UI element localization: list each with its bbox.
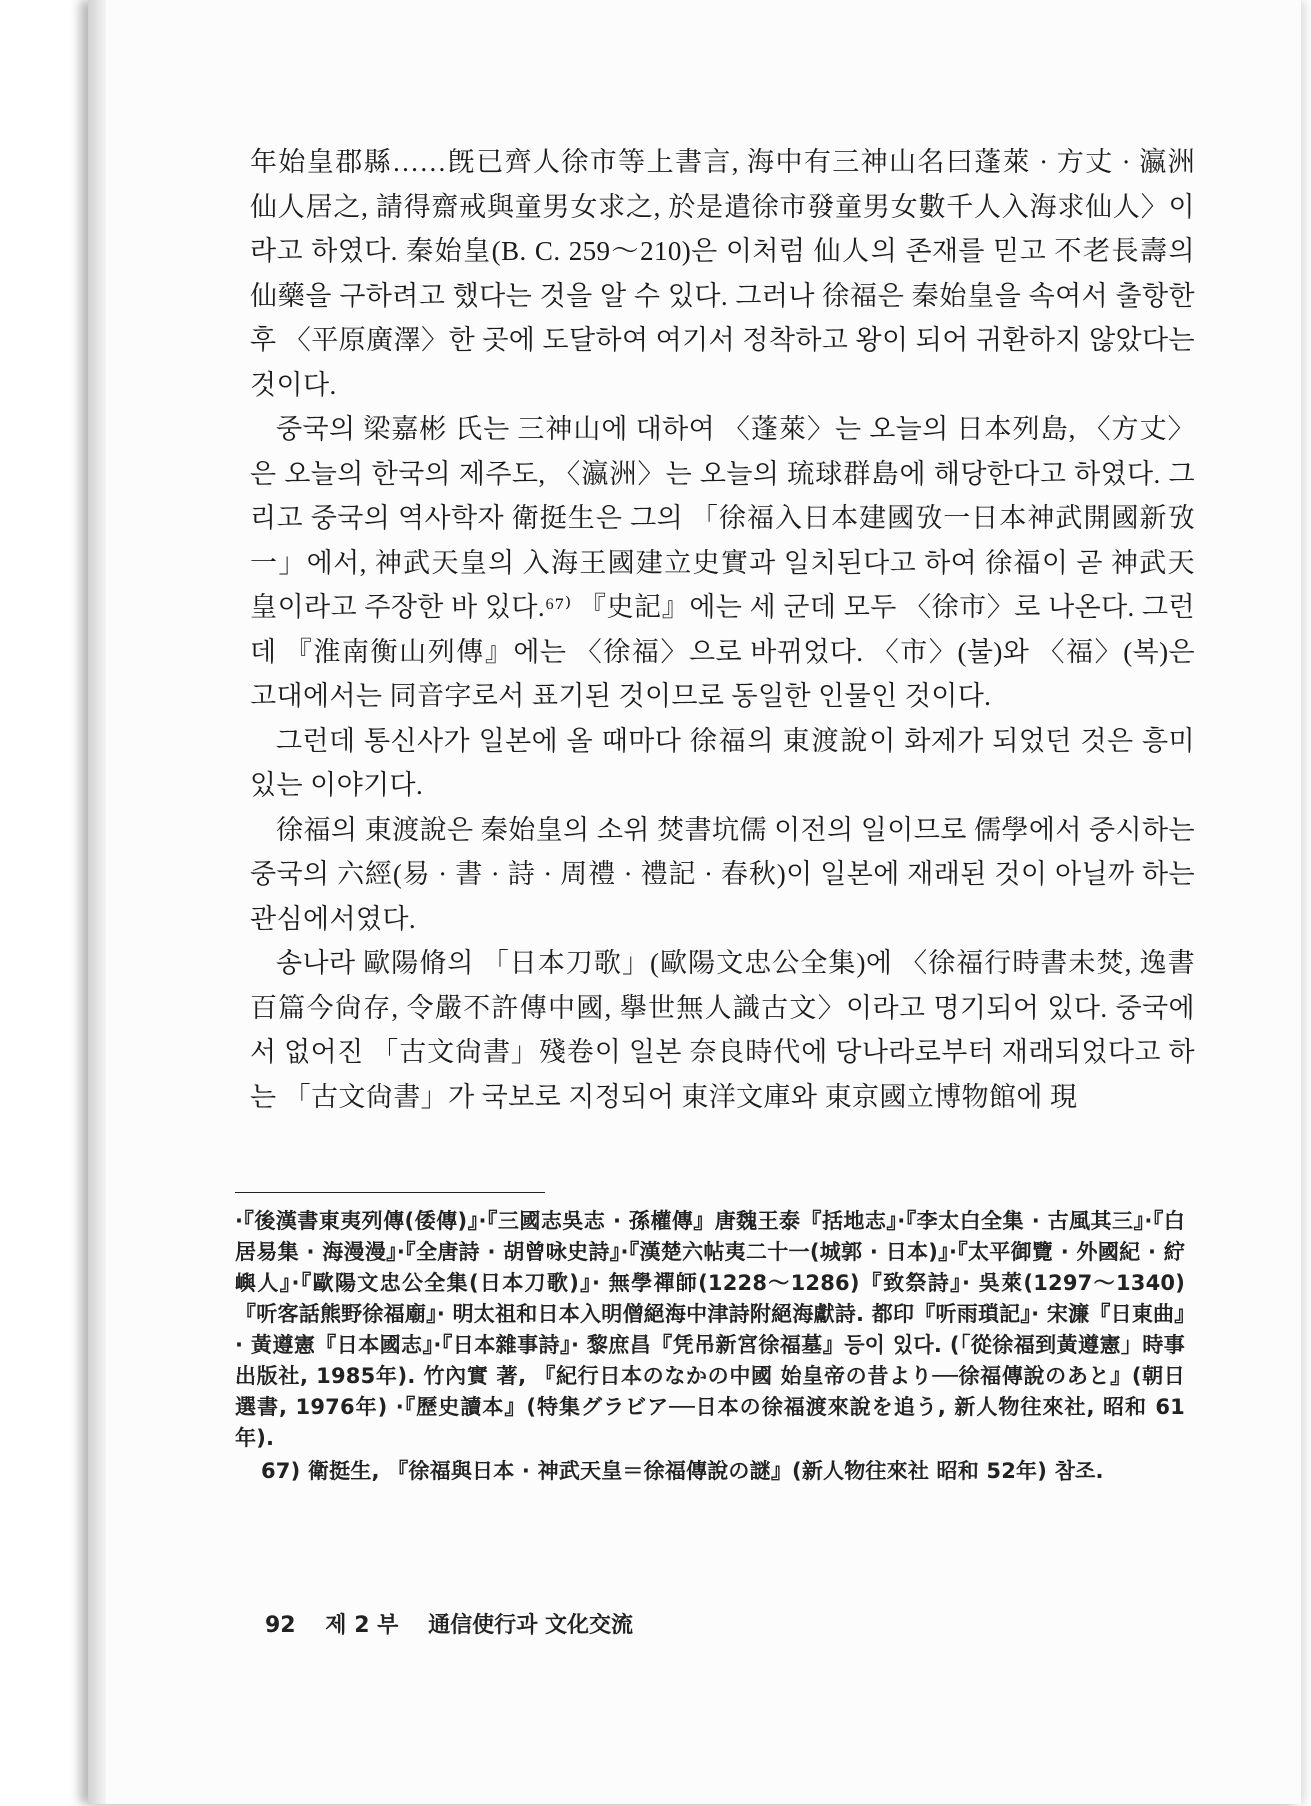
footnote-separator: [235, 1192, 545, 1193]
paragraph-2: 중국의 梁嘉彬 氏는 三神山에 대하여 〈蓬萊〉는 오늘의 日本列島, 〈方丈〉은 오늘의 한국의 제주도, 〈瀛洲〉는 오늘의 琉球群島에 해당한다고 하였다. 그리고 중국의 역사학자 衛挺生은 그의 「徐福入日本建國攷一日本神武開國新攷一」에서, 神武天皇의 入海王國建立史實과 일치된다고 하여 徐福이 곧 神武天皇이라고 주장한 바 있다.⁶⁷⁾ 『史記』에는 세 군데 모두 〈徐市〉로 나온다. 그런데 『淮南衡山列傳』에는 〈徐福〉으로 바뀌었다. 〈市〉(불)와 〈福〉(복)은 고대에서는 同音字로서 표기된 것이므로 동일한 인물인 것이다.: [250, 414, 1195, 711]
part-label: 제 2 부: [325, 1613, 399, 1638]
footnote-67: 67) 衛挺生, 『徐福與日本 · 神武天皇＝徐福傳說の謎』(新人物往來社 昭和 52年) 참조.: [261, 1459, 1104, 1483]
footnotes: [235, 1206, 1185, 1487]
paragraph-5: 송나라 歐陽脩의 「日本刀歌」(歐陽文忠公全集)에 〈徐福行時書未焚, 逸書百篇今尙存, 令嚴不許傳中國, 擧世無人識古文〉이라고 명기되어 있다. 중국에서 없어진 「古文尙書」殘卷이 일본 奈良時代에 당나라로부터 재래되었다고 하는 「古文尙書」가 국보로 지정되어 東洋文庫와 東京國立博物館에 現: [250, 948, 1195, 1112]
page-number: 92: [265, 1613, 296, 1638]
running-footer: [265, 1608, 655, 1639]
page-spine-shadow: [88, 0, 106, 1804]
section-title: 通信使行과 文化交流: [428, 1613, 634, 1638]
paragraph-4: 徐福의 東渡說은 秦始皇의 소위 焚書坑儒 이전의 일이므로 儒學에서 중시하는 중국의 六經(易 · 書 · 詩 · 周禮 · 禮記 · 春秋)이 일본에 재래된 것이 아닐까 하는 관심에서였다.: [250, 814, 1195, 934]
paragraph-1: 年始皇郡縣……旣已齊人徐市等上書言, 海中有三神山名曰蓬萊 · 方丈 · 瀛洲 仙人居之, 請得齋戒與童男女求之, 於是遣徐市發童男女數千人入海求仙人〉이라고 하였다. 秦始皇(B. C. 259〜210)은 이처럼 仙人의 존재를 믿고 不老長壽의 仙藥을 구하려고 했다는 것을 알 수 있다. 그러나 徐福은 秦始皇을 속여서 출항한 후 〈平原廣澤〉한 곳에 도달하여 여기서 정착하고 왕이 되어 귀환하지 않았다는 것이다.: [250, 147, 1195, 400]
paragraph-3: 그런데 통신사가 일본에 올 때마다 徐福의 東渡說이 화제가 되었던 것은 흥미있는 이야기다.: [250, 725, 1195, 800]
source-list: ·『後漢書東夷列傳(倭傳)』·『三國志吳志 · 孫權傳』唐魏王泰『括地志』·『李太白全集 · 古風其三』·『白居易集 · 海漫漫』·『全唐詩 · 胡曾咏史詩』·『漢楚六帖夷二十一(城郭 · 日本)』·『太平御覽 · 外國紀 · 紵嶼人』·『歐陽文忠公全集(日本刀歌)』· 無學禪師(1228〜1286)『致祭詩』· 吳萊(1297〜1340)『听客話熊野徐福廟』· 明太祖和日本入明僧絕海中津詩附絕海獻詩. 都印『听雨瑣記』· 宋濂『日東曲』· 黃遵憲『日本國志』·『日本雜事詩』· 黎庶昌『凭吊新宮徐福墓』등이 있다. (「從徐福到黃遵憲」時事出版社, 1985年). 竹內實 著, 『紀行日本のなかの中國 始皇帝の昔より──徐福傳說のあと』(朝日選書, 1976年) ·『歷史讀本』(特集グラビア──日本の徐福渡來說を追う, 新人物往來社, 昭和 61年).: [235, 1209, 1185, 1450]
body-text: [250, 140, 1195, 1119]
